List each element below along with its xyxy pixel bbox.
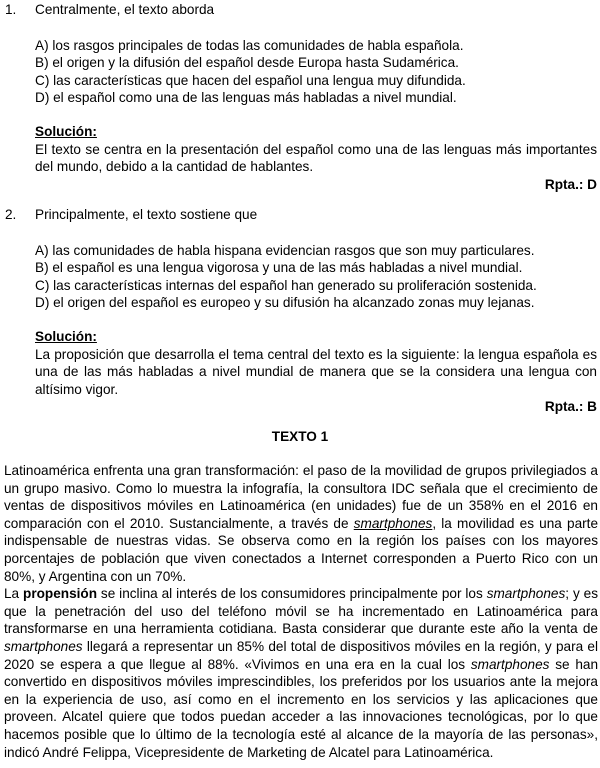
options-list <box>5 242 597 312</box>
reading-text <box>4 462 598 761</box>
solution-block <box>5 328 597 416</box>
option-d: D) el español como una de las lenguas más habladas a nivel mundial. <box>35 90 457 106</box>
option-a: A) los rasgos principales de todas las comunidades de habla española. <box>35 37 464 53</box>
question-number: 2. <box>5 207 17 222</box>
italic-term: smartphones <box>4 638 83 654</box>
paragraph-text: se han convertido en dispositivos móviles imprescindibles, los preferidos por los usuarios ante la mejora en la experiencia de uso, así como en el incremento en los servicios y las aplicaciones que proveen. Alcatel quiere que todos puedan acceder a las innovaciones tecnológicas, por lo que hacemos posible que lo último de la tecnología esté al alcance de la mayoría de las personas», indicó André Felippa, Vicepresidente de Marketing de Alcatel para Latinoamérica. <box>4 656 599 760</box>
option-b: B) el origen y la difusión del español desde Europa hasta Sudamérica. <box>35 55 459 71</box>
paragraph-text: La <box>4 586 24 602</box>
italic-term: smartphones <box>470 656 550 672</box>
option-c: C) las características que hacen del español una lengua muy difundida. <box>35 72 466 88</box>
solution-text: El texto se centra en la presentación del español como una de las lenguas más importantes del mundo, debido a la cantidad de hablantes. <box>35 141 597 175</box>
italic-term: smartphones <box>486 586 566 602</box>
option-b: B) el español es una lengua vigorosa y una de las más habladas a nivel mundial. <box>35 260 523 276</box>
question-2 <box>5 206 597 416</box>
paragraph-text: llegará a representar un 85% del total de dispositivos móviles en la región, y para el 2020 se espera a que llegue al 88%. «Vivimos en una era en la cual los <box>4 638 598 672</box>
option-a: A) las comunidades de habla hispana evidencian rasgos que son muy particulares. <box>35 242 535 258</box>
question-1-header <box>5 1 597 19</box>
solution-text: La proposición que desarrolla el tema central del texto es la siguiente: la lengua española es una de las más habladas a nivel mundial de manera que se la considera una lengua con altísimo vigor. <box>35 346 597 397</box>
reading-title: TEXTO 1 <box>271 429 329 444</box>
paragraph-text: ; y es que la penetración del uso del teléfono móvil se ha incrementado en Latinoamérica para transformarse en una herramienta cotidiana. Basta considerar que durante este año la venta de <box>4 586 598 637</box>
solution-label: Solución: <box>35 328 97 344</box>
answer-label: Rpta.: D <box>544 176 597 192</box>
reading-paragraph-2 <box>4 585 598 761</box>
answer-label: Rpta.: B <box>544 399 597 415</box>
solution-label: Solución: <box>35 123 97 139</box>
question-stem: Centralmente, el texto aborda <box>35 2 215 17</box>
question-number: 1. <box>5 2 17 17</box>
question-stem: Principalmente, el texto sostiene que <box>35 207 258 222</box>
question-2-header <box>5 206 597 224</box>
solution-block <box>5 123 597 193</box>
italic-term: smartphones <box>353 515 433 531</box>
option-c: C) las características internas del español han generado su proliferación sostenida. <box>35 277 537 293</box>
option-d: D) el origen del español es europeo y su difusión ha alcanzado zonas muy lejanas. <box>35 295 535 311</box>
options-list <box>5 37 597 107</box>
bold-term: propensión <box>23 586 98 602</box>
question-1 <box>5 1 597 193</box>
paragraph-text: se inclina al interés de los consumidores principalmente por los <box>97 586 487 602</box>
paragraph-text: Latinoamérica enfrenta una gran transformación: el paso de la movilidad de grupos privilegiados a un grupo masivo. Como lo muestra la infografía, la consultora IDC señala que el crecimiento de ventas de dispositivos móviles en Latinoamérica (en unidades) fue de un 358% en el 2016 en comparación con el 2010. Sustancialmente, a través de <box>4 463 598 531</box>
paragraph-text: , la movilidad es una parte indispensable de nuestras vidas. Se observa como en la región los países con los mayores porcentajes de población que viven conectados a Internet corresponden a Puerto Rico con un 80%, y Argentina con un 70%. <box>4 515 599 584</box>
reading-paragraph-1 <box>4 462 598 585</box>
